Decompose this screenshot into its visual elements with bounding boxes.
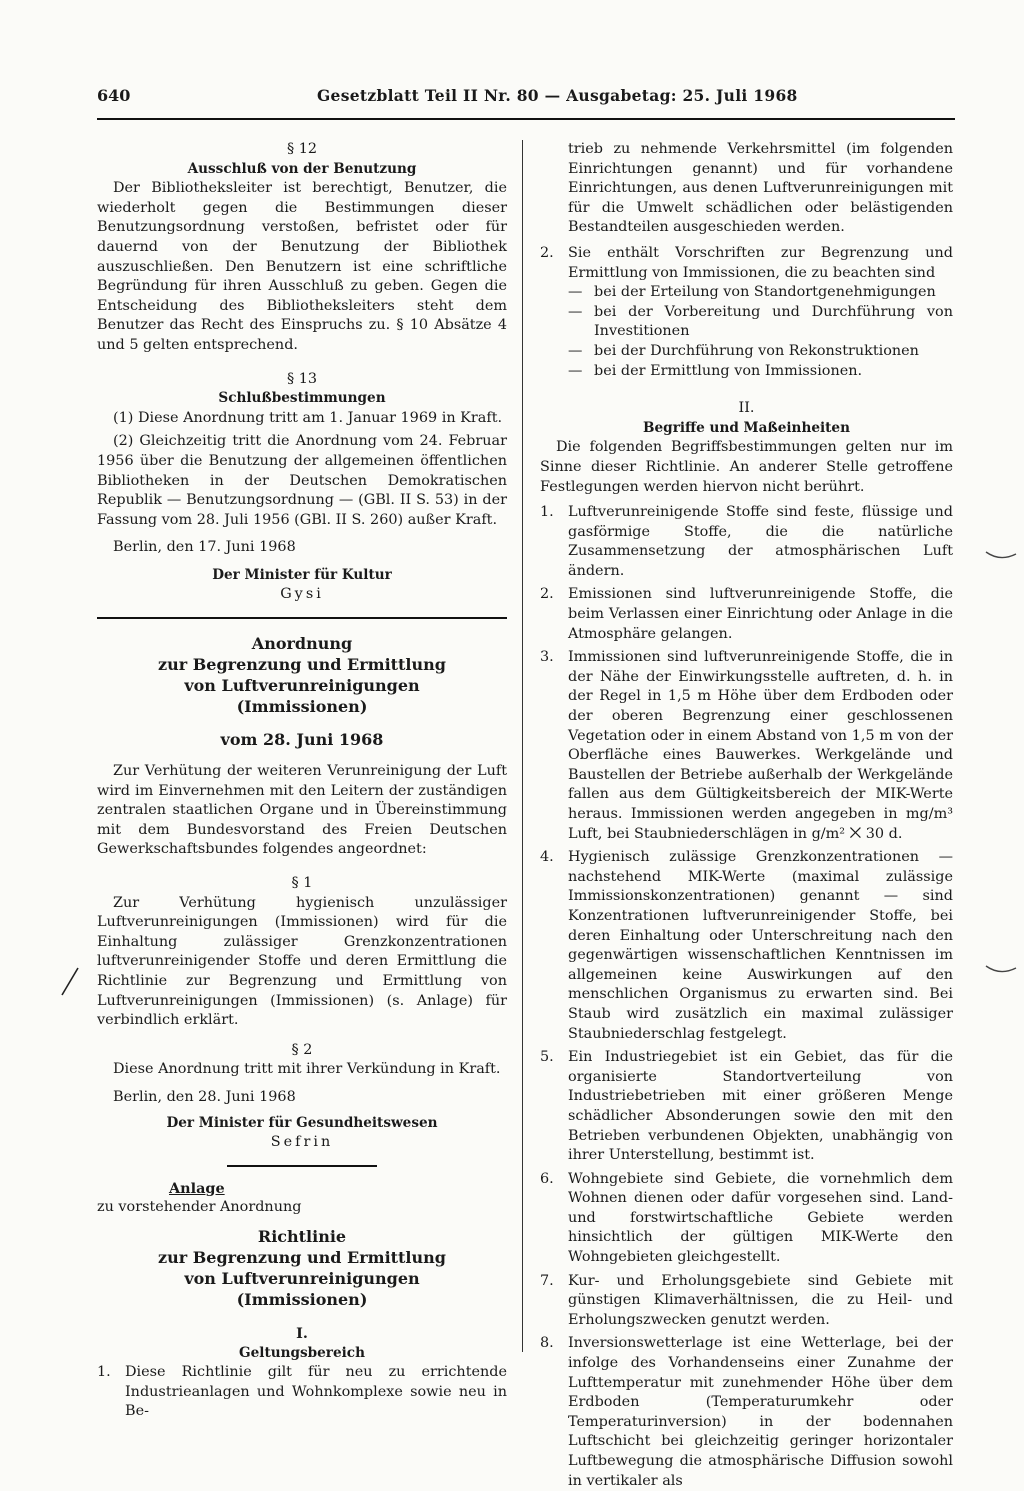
dash-list-item <box>540 283 953 303</box>
item-number: 7. <box>540 1272 554 1289</box>
paragraph: Der Bibliotheksleiter ist berechtigt, Benutzer, die wiederholt gegen die Bestimmungen dieser Benutzungsordnung verstoßen, befristet oder für dauernd von der Benutzung der Bibliothek auszuschließen. Den Benutzern ist eine schriftliche Begründung für ihren Ausschluß zu geben. Gegen die Entscheidung des Bibliotheksleiters steht dem Benutzer das Recht des Einspruchs zu. § 10 Absätze 4 und 5 gelten entsprechend. <box>97 180 507 353</box>
guideline-title-line: zur Begrenzung und Ermittlung <box>158 1247 446 1267</box>
item-number: 4. <box>540 849 554 866</box>
list-item <box>97 1363 507 1422</box>
dash-item-text: bei der Ermittlung von Immissionen. <box>594 362 863 379</box>
section-number: § 13 <box>286 370 318 387</box>
dash-mark: — <box>568 362 583 379</box>
item-text: Ein Industriegebiet ist ein Gebiet, das für die organisierte Standortverteilung von Industriebetrieben mit einer größeren Menge schädlicher Absonderungen sowie den mit den Betrieben verbundenen Objekten, unabhängig von ihrer Unterstellung, bestimmt ist. <box>568 1049 953 1164</box>
section-number: II. <box>738 400 755 417</box>
header-rule <box>97 118 955 120</box>
separator-rule <box>97 617 507 619</box>
definition-item <box>540 848 953 1044</box>
paragraph: Diese Anordnung tritt mit ihrer Verkündung in Kraft. <box>113 1061 501 1078</box>
annex-subtitle: zu vorstehender Anordnung <box>97 1199 302 1216</box>
paragraph: Zur Verhütung hygienisch unzulässiger Luftverunreinigungen (Immissionen) wird für die Einhaltung zulässiger Grenzkonzentrationen luftverunreinigender Stoffe und deren Ermittlung die Richtlinie zur Begrenzung und Ermittlung von Luftverunreinigungen (Immissionen) (s. Anlage) für verbindlich erklärt. <box>97 894 507 1029</box>
dash-list-item <box>540 342 953 362</box>
dash-mark: — <box>568 284 583 301</box>
annex-label: Anlage <box>169 1179 225 1197</box>
pencil-mark-icon <box>58 965 82 999</box>
definition-item <box>540 648 953 844</box>
item-text: Diese Richtlinie gilt für neu zu errichtende Industrieanlagen und Wohnkomplexe sowie neu in Be- <box>125 1364 507 1420</box>
definition-item <box>540 1048 953 1166</box>
guideline-title-line: von Luftverunreinigungen <box>184 1268 420 1288</box>
definition-item <box>540 503 953 581</box>
paragraph: (2) Gleichzeitig tritt die Anordnung vom 24. Februar 1956 über die Benutzung der allgemeinen öffentlichen Bibliotheken in der Deutschen Demokratischen Republik — Benutzungsordnung — (GBl. II S. 53) in der Fassung vom 28. Juli 1956 (GBl. II S. 260) außer Kraft. <box>97 433 507 528</box>
paragraph: Die folgenden Begriffsbestimmungen gelten nur im Sinne dieser Richtlinie. An anderer Stelle getroffene Festlegungen werden hiervon nicht berührt. <box>540 439 953 495</box>
item-text: Immissionen sind luftverunreinigende Stoffe, die in der Nähe der Einwirkungsstelle auftreten, d. h. in der Regel in 1,5 m Höhe über dem Erdboden oder der oberen Begrenzung einer geschlossenen Vegetation oder in einem Abstand von 1,5 m von der Oberfläche eines Bauwerkes. Werkgelände und Baustellen der Betriebe außerhalb der Werkgelände fallen aus dem Gültigkeitsbereich der MIK-Werte heraus. Immissionen werden angegeben in mg/m³ Luft, bei Staubniederschlägen in g/m² ⨉ 30 d. <box>568 649 953 842</box>
item-text: Emissionen sind luftverunreinigende Stoffe, die beim Verlassen einer Einrichtung oder Anlage in die Atmosphäre gelangen. <box>568 586 953 642</box>
item-text: Inversionswetterlage ist eine Wetterlage, bei der infolge des Vorhandenseins einer Zunahme der Lufttemperatur mit zunehmender Höhe über dem Erdboden (Temperaturumkehr oder Temperaturinversion) in der bodennahen Luftschicht bei gleichzeitig geringer horizontaler Luftbewegung die atmosphärische Diffusion sowohl in vertikaler als <box>568 1335 953 1489</box>
ordinance-title-line: zur Begrenzung und Ermittlung <box>158 655 446 675</box>
section-number: § 12 <box>286 141 318 157</box>
preamble: Zur Verhütung der weiteren Verunreinigung der Luft wird im Einvernehmen mit den Leitern der zuständigen zentralen staatlichen Organe und in Übereinstimmung mit dem Bundesvorstand des Freien Deutschen Gewerkschaftsbundes folgendes angeordnet: <box>97 763 507 858</box>
section-title: Geltungsbereich <box>239 1344 365 1361</box>
item-number: 6. <box>540 1170 554 1187</box>
item-number: 1. <box>540 504 554 521</box>
section-title: Ausschluß von der Benutzung <box>187 160 417 177</box>
signatory-office: Der Minister für Kultur <box>212 566 392 583</box>
item-number: 1. <box>97 1364 111 1381</box>
item-text: Kur- und Erholungsgebiete sind Gebiete mit günstigen Klimaverhältnissen, die zu Heil- und Erholungszwecken genutzt werden. <box>568 1272 953 1328</box>
list-item <box>540 244 953 283</box>
ordinance-title-line: (Immissionen) <box>236 697 368 717</box>
definition-item <box>540 1334 953 1491</box>
item-number: 5. <box>540 1049 554 1066</box>
dash-item-text: bei der Durchführung von Rekonstruktionen <box>594 342 919 359</box>
section-title: Begriffe und Maßeinheiten <box>643 419 850 436</box>
section-number: § 2 <box>291 1041 313 1058</box>
dash-item-text: bei der Vorbereitung und Durchführung von Investitionen <box>594 303 953 340</box>
item-text: Sie enthält Vorschriften zur Begrenzung und Ermittlung von Immissionen, die zu beachten sind <box>568 244 953 281</box>
signatory-name: Gysi <box>280 586 324 603</box>
section-number: I. <box>296 1324 308 1342</box>
item-number: 3. <box>540 649 554 666</box>
ordinance-title-line: Anordnung <box>251 634 353 654</box>
ordinance-title-line: von Luftverunreinigungen <box>184 676 420 696</box>
dash-list-item <box>540 362 953 382</box>
item-number: 8. <box>540 1335 554 1352</box>
signatory-name: Sefrin <box>270 1134 334 1151</box>
header-title: Gesetzblatt Teil II Nr. 80 — Ausgabetag: 25. Juli 1968 <box>317 86 798 105</box>
guideline-title-line: Richtlinie <box>257 1226 347 1246</box>
right-column <box>540 140 953 1491</box>
left-column <box>97 140 507 1422</box>
section-title: Schlußbestimmungen <box>218 390 386 407</box>
definition-item <box>540 585 953 644</box>
section-number: § 1 <box>291 875 313 892</box>
dash-mark: — <box>568 342 583 359</box>
definition-item <box>540 1170 953 1268</box>
item-number: 2. <box>540 244 554 261</box>
column-divider <box>522 140 523 1352</box>
definition-item <box>540 1272 953 1331</box>
pencil-mark-icon <box>984 548 1020 564</box>
dash-item-text: bei der Erteilung von Standortgenehmigungen <box>594 284 936 301</box>
pencil-mark-icon <box>984 962 1020 978</box>
ordinance-date: vom 28. Juni 1968 <box>220 730 384 750</box>
dash-mark: — <box>568 303 583 320</box>
item-number: 2. <box>540 586 554 603</box>
page-number: 640 <box>97 86 131 105</box>
item-text: Luftverunreinigende Stoffe sind feste, flüssige und gasförmige Stoffe, die die natürliche Zusammensetzung der atmosphärischen Luft ändern. <box>568 504 953 579</box>
separator-rule <box>227 1165 377 1167</box>
item-text: Wohngebiete sind Gebiete, die vornehmlich dem Wohnen dienen oder dafür vorgesehen sind. Land- und forstwirtschaftliche Gebiete werden hinsichtlich der gültigen MIK-Werte den Wohngebieten gleichgestellt. <box>568 1170 953 1266</box>
guideline-title-line: (Immissionen) <box>236 1289 368 1309</box>
paragraph: (1) Diese Anordnung tritt am 1. Januar 1969 in Kraft. <box>113 409 503 426</box>
place-date: Berlin, den 28. Juni 1968 <box>113 1088 296 1105</box>
page-header <box>97 86 955 114</box>
continued-text: trieb zu nehmende Verkehrsmittel (im folgenden Einrichtungen genannt) und für vorhandene Einrichtungen, aus denen Luftverunreinigungen mit für die Umwelt schädlichen oder belästigenden Bestandteilen ausgeschieden werden. <box>568 141 953 236</box>
item-text: Hygienisch zulässige Grenzkonzentrationen — nachstehend MIK-Werte (maximal zulässige Immissionskonzentrationen) genannt — sind Konzentrationen luftverunreinigender Stoffe, bei deren Einhaltung oder Unterschreitung nach den gegenwärtigen wissenschaftlichen Kenntnissen im allgemeinen keine Auswirkungen auf den menschlichen Organismus zu erwarten sind. Bei Staub wird zusätzlich ein maximal zulässiger Staubniederschlag festgelegt. <box>568 849 953 1042</box>
place-date: Berlin, den 17. Juni 1968 <box>113 539 296 556</box>
dash-list-item <box>540 303 953 342</box>
signatory-office: Der Minister für Gesundheitswesen <box>166 1114 438 1131</box>
